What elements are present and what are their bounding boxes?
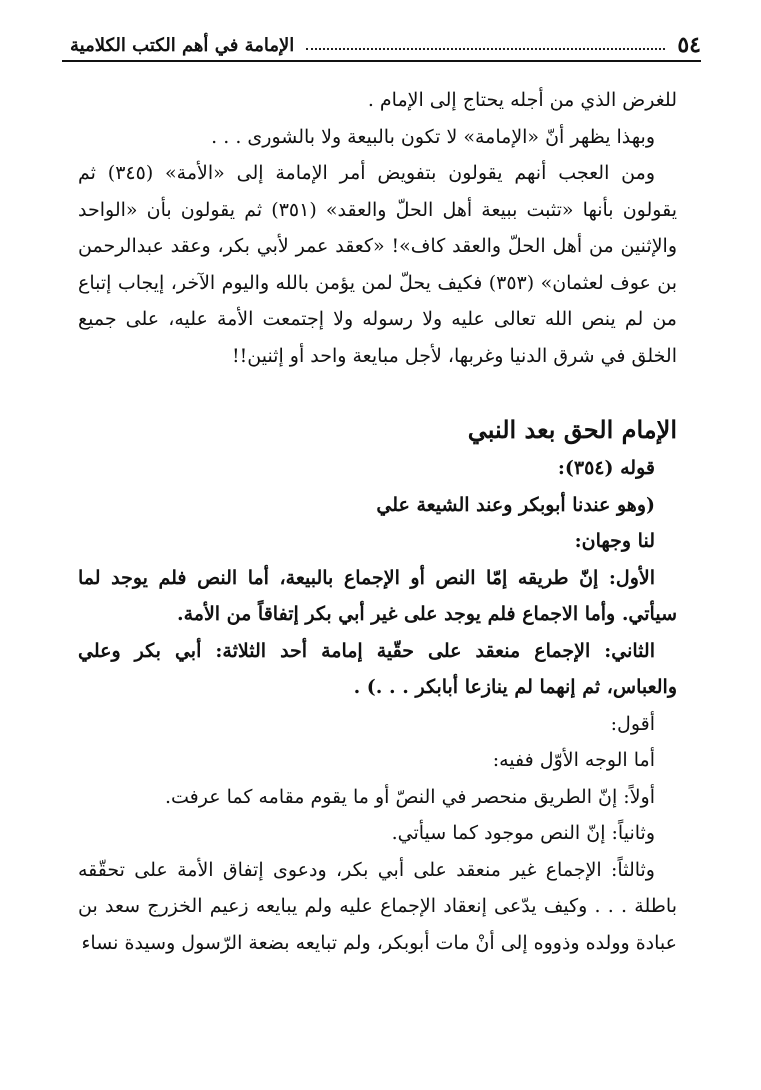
paragraph: وبهذا يظهر أنّ «الإمامة» لا تكون بالبيعة ولا بالشورى . . .	[211, 125, 655, 148]
reply-intro: أقول:	[610, 712, 655, 735]
reply-point: وثالثاً: الإجماع غير منعقد على أبي بكر، ودعوى إتفاق الأمة على تحقّقه باطلة . . . وكيف يدّعى إنعقاد الإجماع عليه ولم يبايعه زعيم الخزرج سعد بن عبادة وولده وذووه إلى أنْ مات أبوبكر، ولم تبايعه بضعة الرّسول وسيدة نساء	[78, 858, 677, 954]
section-heading: الإمام الحق بعد النبي	[467, 415, 677, 444]
reply-line: أما الوجه الأوّل ففيه:	[492, 749, 655, 771]
quote-line: لنا وجهان:	[574, 530, 655, 552]
quote-point-first: الأول: إنّ طريقه إمّا النص أو الإجماع بالبيعة، أما النص فلم يوجد لما سيأتي. وأما الاجماع فلم يوجد على غير أبي بكر إتفاقاً من الأمة.	[78, 566, 677, 625]
reply-point: أولاً: إنّ الطريق منحصر في النصّ أو ما يقوم مقامه كما عرفت.	[164, 785, 655, 808]
quote-point-second: الثاني: الإجماع منعقد على حقّية إمامة أحد الثلاثة: أبي بكر وعلي والعباس، ثم إنهما لم ينازعا أبابكر . . .) .	[78, 639, 677, 698]
quote-line: (وهو عندنا أبوبكر وعند الشيعة علي	[376, 493, 655, 516]
header-dot-leader	[306, 48, 665, 50]
running-header	[62, 30, 701, 62]
page-number: ٥٤	[677, 32, 701, 58]
book-title: الإمامة في أهم الكتب الكلامية	[70, 34, 295, 56]
reply-point: وثانياً: إنّ النص موجود كما سيأتي.	[391, 822, 655, 844]
paragraph: ومن العجب أنهم يقولون بتفويض أمر الإمامة إلى «الأمة» (٣٤٥) ثم يقولون بأنها «تثبت ببيعة أهل الحلّ والعقد» (٣٥١) ثم يقولون بأن «الواحد والإثنين من أهل الحلّ والعقد كاف»! «كعقد عمر لأبي بكر، وعقد عبدالرحمن بن عوف لعثمان» (٣٥٣) فكيف يحلّ لمن يؤمن بالله واليوم الآخر، إيجاب إتباع من لم ينص الله تعالى عليه ولا رسوله ولا إجتمعت الأمة عليه، على جميع الخلق في شرق الدنيا وغربها، لأجل مبايعة واحد أو إثنين!!	[78, 162, 678, 367]
quote-intro: قوله (٣٥٤):	[557, 457, 655, 479]
page-body	[78, 82, 677, 961]
paragraph: للغرض الذي من أجله يحتاج إلى الإمام .	[367, 89, 677, 111]
